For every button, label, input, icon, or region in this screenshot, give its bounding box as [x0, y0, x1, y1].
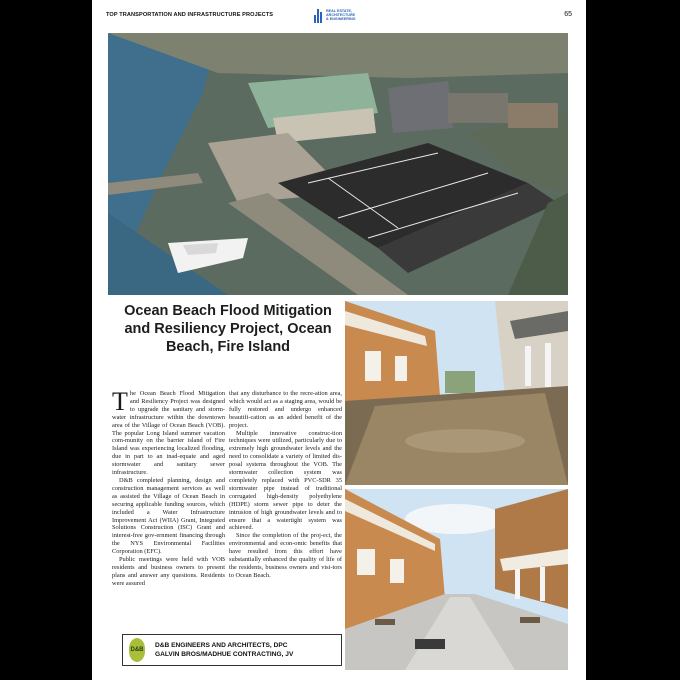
paragraph: D&B completed planning, design and construction management services as well as assisted the Village of Ocean Beach in securing applicable funding sources, which included a Water Infrastructure Improvement Act (WIIA) Grant, Integrated Solutions Construction (ISC) Grant and interest-free gov-ernment financing through the NYS Environmental Facilities Corporation (EFC). — [112, 476, 225, 556]
article-title: Ocean Beach Flood Mitigation and Resiliency Project, Ocean Beach, Fire Island — [124, 303, 332, 355]
credit-line-engineer: D&B ENGINEERS AND ARCHITECTS, DPC — [155, 642, 288, 649]
article-column-1 — [112, 387, 225, 588]
section-header: TOP TRANSPORTATION AND INFRASTRUCTURE PROJECTS — [106, 12, 274, 18]
publication-logo: REAL ESTATE, ARCHITECTURE & ENGINEERING — [314, 6, 360, 24]
completed-street-photo — [345, 489, 568, 670]
page-number: 65 — [564, 11, 572, 18]
skyline-icon — [314, 7, 324, 23]
paragraph: Multiple innovative construc-tion techniques were utilized, particularly due to extremely high groundwater levels and the need to consolidate a variety of limited dis-posal systems throughout the VOB. The stormwater collection system was completely replaced with PVC-SDR 35 stormwater pipe instead of traditional corrugated high-density polyethylene (HDPE) storm sewer pipe to deter the intrusion of high groundwater levels and to ensure that a watertight system was achieved. — [229, 429, 342, 532]
db-logo-icon: D&B — [129, 638, 145, 662]
paragraph: The Ocean Beach Flood Mitigation and Resiliency Project was designed to upgrade the sanitary and storm-water infrastructure within the downtown area of the Village of Ocean Beach (VOB). The popular Long Island summer vacation com-munity on the barrier island of Fire Island was experiencing localized flooding, due in part to an inad-equate and aged stormwater and sanitary sewer infrastructure. — [112, 387, 225, 477]
flooded-street-photo — [345, 301, 568, 485]
magazine-page — [92, 0, 586, 680]
credit-line-contractor: GALVIN BROS/MADHUE CONTRACTING, JV — [155, 651, 294, 658]
paragraph: Public meetings were held with VOB residents and business owners to present plans and answer any questions. Residents were assured — [112, 556, 225, 587]
paragraph: Since the completion of the proj-ect, the environmental and econ-omic benefits that have resulted from this effort have substantially enhanced the quality of life of the residents, business owners and visi-tors to Ocean Beach. — [229, 532, 342, 579]
paragraph: that any disturbance to the recre-ation area, which would act as a staging area, would be fully restored and undergo enhanced beautifi-cation as an added benefit of the project. — [229, 390, 342, 429]
credits-box — [122, 634, 342, 666]
drop-cap: T — [112, 387, 128, 416]
article-column-2 — [229, 390, 342, 580]
aerial-photo — [108, 33, 568, 295]
